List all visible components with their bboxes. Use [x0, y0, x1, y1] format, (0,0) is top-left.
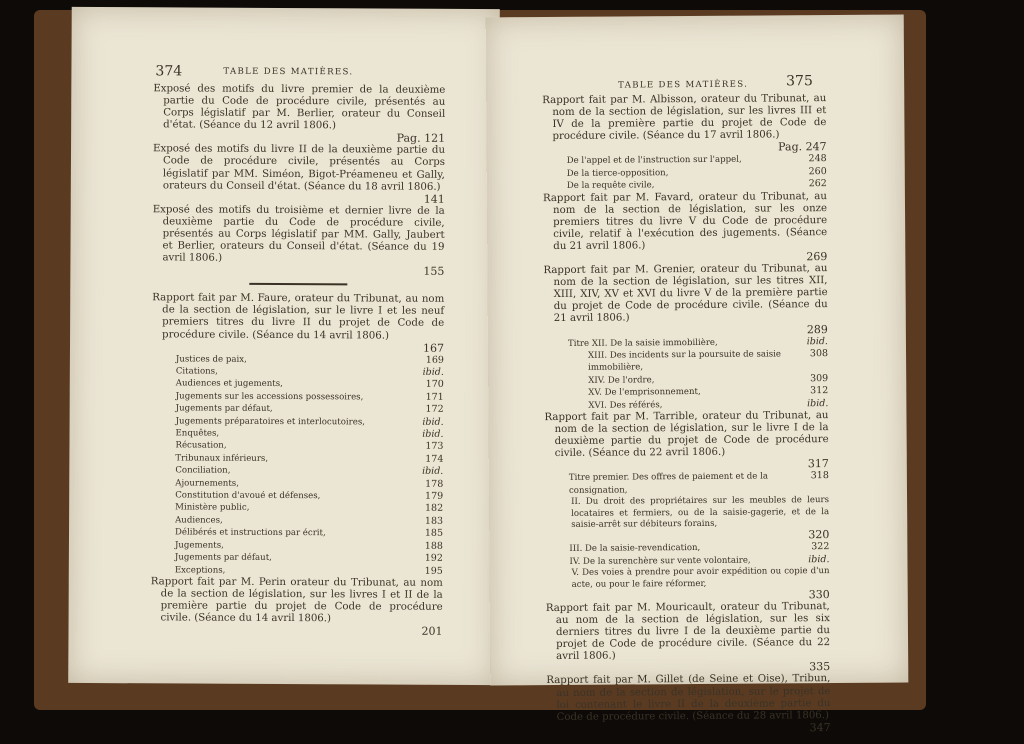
toc-entry-rapport-perin	[150, 576, 442, 638]
sub-item-page: 262	[808, 178, 827, 190]
toc-entry-rapport-faure	[152, 293, 444, 355]
right-page	[486, 15, 909, 735]
sub-item-label: De l'appel et de l'instruction sur l'appel,	[566, 155, 742, 167]
toc-entry-rapport-gillet	[546, 674, 830, 736]
sub-item-label: Justices de paix,	[175, 354, 247, 365]
toc-entry-page: Pag. 121	[396, 131, 446, 146]
sub-item-label: IV. De la surenchère sur vente volontaire,	[569, 555, 751, 567]
toc-entry-text: Rapport fait par M. Perin orateur du Tribunat, au nom de la section de législation, sur les livres I et II de la première partie du projet de Code de procédure civile. (Séance du 14 avril 1806.)	[150, 576, 443, 625]
sub-item-label: XVI. Des référés,	[588, 399, 663, 411]
sub-item-page: 322	[811, 541, 830, 553]
sub-item-page: 320	[808, 528, 830, 542]
sub-item	[545, 470, 829, 497]
sub-item-page: 192	[424, 552, 443, 564]
sub-item-page: ibid.	[422, 428, 444, 440]
sub-item	[544, 348, 828, 375]
section-divider	[249, 283, 347, 286]
sub-item-page: 308	[809, 348, 829, 360]
sub-item-page: ibid.	[422, 465, 444, 478]
sub-item-label: Titre premier. Des offres de paiement et de la consignation,	[568, 471, 769, 496]
toc-entry-page: 155	[423, 264, 445, 279]
left-page-number: 374	[155, 63, 183, 80]
right-page-number: 375	[786, 73, 813, 90]
sub-item-label: III. De la saisie-revendication,	[569, 543, 701, 555]
sub-item-label: Audiences et jugements,	[175, 378, 283, 390]
left-page-content	[150, 83, 445, 638]
sub-item-label: Jugements sur les accessions possessoires,	[175, 391, 364, 403]
sub-item-page: 172	[425, 403, 444, 416]
left-running-title: TABLE DES MATIÈRES.	[223, 66, 354, 78]
sub-item	[545, 495, 829, 543]
toc-entry-page: 269	[806, 250, 828, 264]
toc-entry-page: 167	[422, 341, 445, 355]
sub-item-page: 185	[424, 528, 444, 540]
sub-item-label: De la tierce-opposition,	[566, 167, 669, 179]
sub-item-page: ibid.	[422, 366, 444, 378]
toc-entry-page: 289	[806, 322, 828, 336]
toc-entry-text: Exposé des motifs du troisième et dernier livre de la deuxième partie du Code de procédure civile, présentés au Corps législatif par MM. Gally, Jaubert et Berlier, orateurs du Conseil d'état. (Séance du 19 avril 1806.)	[152, 204, 445, 264]
sub-item-page: 183	[424, 515, 444, 527]
right-page-content	[542, 93, 830, 736]
sub-item-page: 179	[425, 490, 444, 502]
sub-item-page: ibid.	[807, 397, 829, 409]
toc-entry-page: Pag. 247	[778, 140, 827, 154]
right-page-header	[486, 73, 904, 91]
sub-item-label: Exceptions,	[174, 564, 226, 576]
toc-entry-page: 335	[809, 660, 831, 674]
sub-item-page: 309	[810, 372, 829, 384]
sub-item-label: Audiences,	[175, 515, 223, 526]
toc-entry-text: Rapport fait par M. Albisson, orateur du Tribunat, au nom de la section de législation, sur les livres III et IV de la première partie du projet de Code de procédure civile. (Séance du 17 avril 1806.)	[542, 93, 827, 143]
sub-item-label: Délibérés et instructions par écrit,	[174, 527, 326, 539]
toc-entry	[153, 144, 445, 206]
sub-item-page: 195	[424, 565, 443, 577]
sub-item-page: 182	[424, 503, 444, 515]
toc-entry-rapport-favard	[543, 191, 827, 265]
sub-item-label: Ministère public,	[175, 502, 250, 514]
sub-item-page: 318	[810, 470, 829, 482]
toc-entry-rapport-tarrible	[544, 410, 828, 472]
toc-entry-text: Exposé des motifs du livre premier de la deuxième partie du Code de procédure civile, présentés au Corps législatif par M. Berlier, orateur du Conseil d'état. (Séance du 12 avril 1806.)	[153, 83, 446, 132]
toc-entry-page: 347	[809, 720, 831, 735]
right-running-title: TABLE DES MATIÈRES.	[618, 79, 749, 91]
sub-item-page: 173	[425, 441, 444, 453]
sub-item-page: ibid.	[808, 553, 830, 566]
sub-item-label: II. Du droit des propriétaires sur les meubles de leurs locataires et fermiers, ou de la saisie-gagerie, et de la saisie-arrêt sur débiteurs forains,	[571, 495, 830, 530]
toc-entry-text: Rapport fait par M. Favard, orateur du Tribunat, au nom de la section de législation, sur les onze premiers titres du livre V du Code de procédure civile, relatif à l'exécution des jugements. (Séance du 21 avril 1806.)	[542, 190, 828, 252]
sub-item-label: Tribunaux inférieurs,	[175, 453, 269, 464]
toc-entry-text: Rapport fait par M. Gillet (de Seine et Oise), Tribun, au nom de la section de législation, sur le projet de loi contenant le livre II de la deuxième partie du Code de procédure civile. (Séance du 28 avril 1806.)	[546, 673, 831, 723]
sub-item-label: Conciliation,	[175, 465, 231, 476]
toc-entry-text: Exposé des motifs du livre II de la deuxième partie du Code de procédure civile, présentés au Corps législatif par MM. Siméon, Bigot-Préameneu et Gally, orateurs du Conseil d'état. (Séance du 18 avril 1806.)	[152, 143, 446, 193]
sub-item-label: XIII. Des incidents sur la poursuite de saisie immobilière,	[588, 349, 782, 374]
toc-entry-page: 201	[421, 625, 443, 639]
toc-entry-page: 317	[807, 457, 829, 471]
sub-item-label: V. Des voies à prendre pour avoir expédition ou copie d'un acte, ou pour le faire réformer,	[571, 566, 830, 590]
toc-entry-rapport-albisson	[542, 93, 826, 155]
sub-item-page: ibid.	[806, 335, 828, 347]
sub-item-page: 312	[810, 385, 829, 397]
sub-item-page: 169	[425, 354, 444, 366]
sub-item-label: Jugements par défaut,	[174, 552, 272, 564]
toc-entry-page: 141	[423, 192, 445, 206]
toc-entry-text: Rapport fait par M. Grenier, orateur du Tribunat, au nom de la section de législation, sur les titres XII, XIII, XIV, XV et XVI du livre V de la première partie du projet de Code de procédure civile. (Séance du 21 avril 1806.)	[543, 263, 828, 325]
sub-item-page: 178	[425, 478, 444, 490]
sub-item-page: 170	[425, 379, 444, 391]
sub-item	[546, 566, 830, 603]
toc-entry-rapport-grenier	[543, 263, 827, 337]
faure-sub-list	[151, 353, 444, 578]
sub-item-label: Ajournements,	[175, 478, 239, 489]
toc-entry	[152, 204, 444, 278]
left-page-header	[71, 63, 499, 80]
sub-item-label: Citations,	[175, 366, 218, 377]
toc-entry-text: Rapport fait par M. Tarrible, orateur du Tribunat, au nom de la section de législation, sur le livre I de la deuxième partie du projet de Code de procédure civile. (Séance du 22 avril 1806.)	[544, 410, 829, 460]
sub-item-label: Enquêtes,	[175, 428, 220, 439]
toc-entry	[153, 83, 445, 145]
sub-item-page: 171	[425, 391, 444, 403]
sub-item-label: XV. De l'emprisonnement,	[588, 387, 701, 398]
sub-item-label: Jugements,	[174, 540, 224, 551]
sub-item-page: 260	[808, 165, 827, 177]
sub-item-label: De la requête civile,	[566, 180, 655, 192]
sub-item-label: Récusation,	[175, 440, 227, 452]
sub-item-label: Jugements par défaut,	[175, 403, 273, 415]
toc-entry-text: Rapport fait par M. Mouricault, orateur du Tribunat, au nom de la section de législation, sur les six derniers titres du livre I de la deuxième partie du projet de Code de procédure civile. (Séance du 22 avril 1806.)	[545, 601, 831, 663]
sub-item-label: Constitution d'avoué et défenses,	[175, 490, 321, 502]
toc-entry-rapport-mouricault	[546, 601, 830, 675]
sub-item-page: ibid.	[422, 416, 444, 428]
sub-item-page: 174	[425, 453, 444, 465]
sub-item-label: XIV. De l'ordre,	[588, 375, 655, 386]
sub-item-page: 330	[808, 588, 830, 602]
sub-item-page: 188	[424, 540, 443, 552]
left-page	[68, 7, 500, 685]
sub-item-label: Jugements préparatoires et interlocutoires,	[175, 416, 366, 428]
sub-item-page: 248	[808, 153, 827, 165]
toc-entry-text: Rapport fait par M. Faure, orateur du Tribunat, au nom de la section de législation, sur le livre I et les neuf premiers titres du livre II du projet de Code de procédure civile. (Séance du 14 avril 1806.)	[152, 292, 445, 342]
sub-item-label: Titre XII. De la saisie immobilière,	[567, 337, 718, 349]
